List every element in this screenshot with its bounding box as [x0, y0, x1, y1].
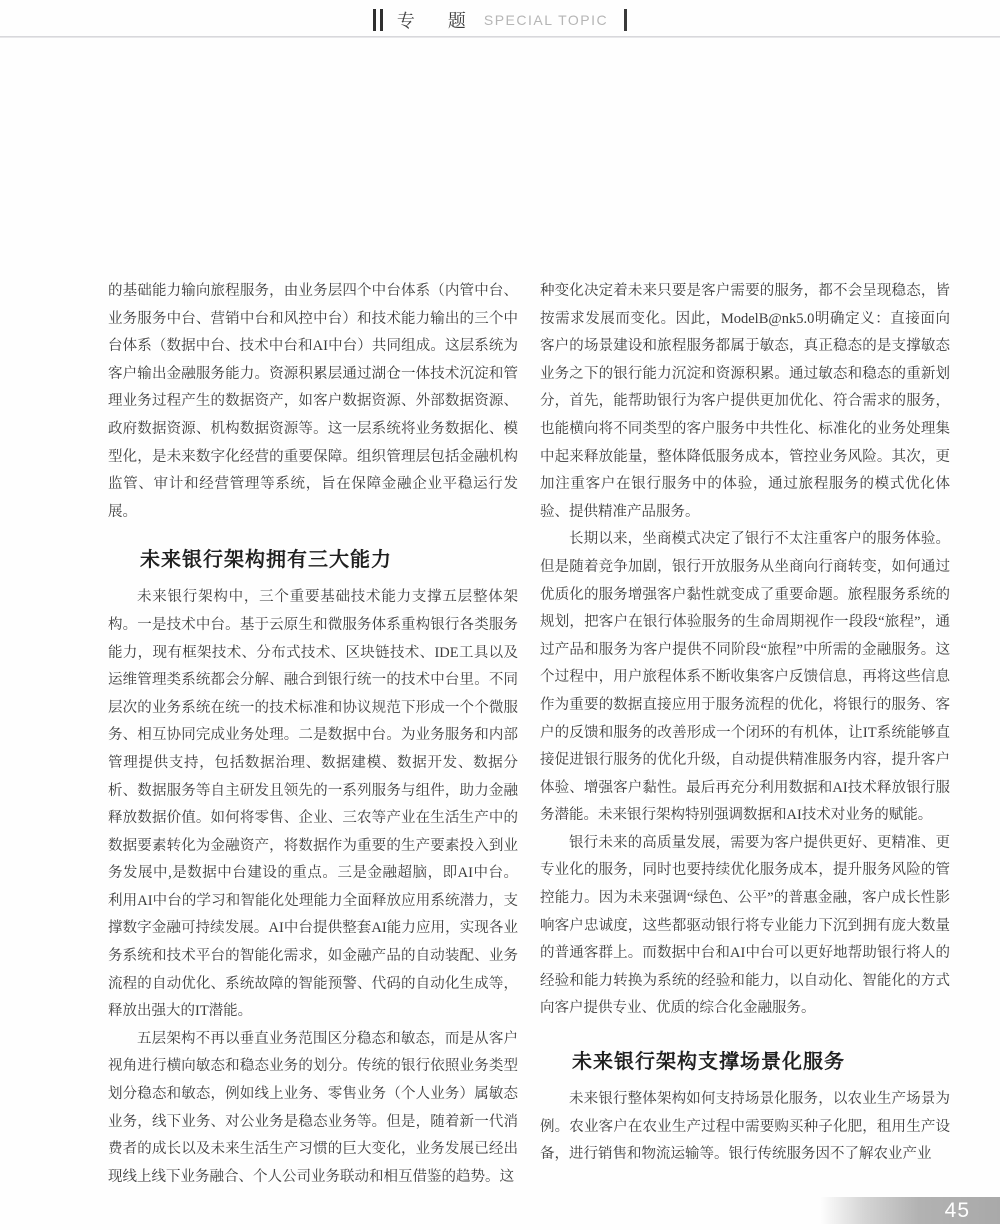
paragraph: 的基础能力输向旅程服务，由业务层四个中台体系（内管中台、业务服务中台、营销中台和风控中台）和技术能力输出的三个中台体系（数据中台、技术中台和AI中台）共同组成。这层系统为客户输出金融服务能力。资源积累层通过湖仓一体技术沉淀和管理业务过程产生的数据资产，如客户数据资源、外部数据资源、政府数据资源、机构数据资源等。这一层系统将业务数据化、模型化，是未来数字化经营的重要保障。组织管理层包括金融机构监管、审计和经营管理等系统，旨在保障金融企业平稳运行发展。 — [108, 283, 518, 520]
double-bar-icon — [373, 9, 383, 31]
page-number: 45 — [944, 1198, 970, 1222]
text-column-right — [540, 278, 950, 1169]
section-title-cn: 专 题 — [396, 11, 480, 31]
section-title-en: SPECIAL TOPIC — [483, 12, 609, 28]
paragraph: 种变化决定着未来只要是客户需要的服务，都不会呈现稳态，皆按需求发展而变化。因此，ModelB@nk5.0明确定义：直接面向客户的场景建设和旅程服务都属于敏态，真正稳态的是支撑敏态业务之下的银行能力沉淀和资源积累。通过敏态和稳态的重新划分，首先，能帮助银行为客户提供更加优化、符合需求的服务，也能横向将不同类型的客户服务中共性化、标准化的业务处理集中起来释放能量，整体降低服务成本，管控业务风险。其次，更加注重客户在银行服务中的体验，通过旅程服务的模式优化体验、提供精准产品服务。 — [540, 283, 950, 520]
text-column-left — [108, 278, 518, 1191]
page-number-bar — [820, 1197, 1000, 1224]
paragraph: 长期以来，坐商模式决定了银行不太注重客户的服务体验。但是随着竞争加剧，银行开放服务从坐商向行商转变，如何通过优质化的服务增强客户黏性就变成了重要命题。旅程服务系统的规划，把客户在银行体验服务的生命周期视作一段段“旅程”，通过产品和服务为客户提供不同阶段“旅程”中所需的金融服务。这个过程中，用户旅程体系不断收集客户反馈信息，再将这些信息作为重要的数据直接应用于服务流程的优化，将银行的服务、客户的反馈和服务的改善形成一个闭环的有机体，让IT系统能够直接促进银行服务的优化升级，自动提供精准服务内容，提升客户体验、增强客户黏性。最后再充分利用数据和AI技术释放银行服务潜能。未来银行架构特别强调数据和AI技术对业务的赋能。 — [540, 531, 950, 824]
paragraph: 未来银行整体架构如何支持场景化服务，以农业生产场景为例。农业客户在农业生产过程中需要购买种子化肥，租用生产设备，进行销售和物流运输等。银行传统服务因不了解农业产业 — [540, 1091, 950, 1163]
scan-edge-line — [0, 36, 1000, 38]
paragraph: 银行未来的高质量发展，需要为客户提供更好、更精准、更专业化的服务，同时也要持续优化服务成本，提升服务风险的管控能力。因为未来强调“绿色、公平”的普惠金融，客户成长性影响客户忠诚度，这些都驱动银行将专业能力下沉到拥有庞大数量的普通客群上。而数据中台和AI中台可以更好地帮助银行将人的经验和能力转换为系统的经验和能力，以自动化、智能化的方式向客户提供专业、优质的综合化金融服务。 — [540, 834, 950, 1017]
section-heading: 未来银行架构拥有三大能力 — [140, 549, 392, 572]
page-header — [0, 6, 1000, 34]
paragraph: 五层架构不再以垂直业务范围区分稳态和敏态，而是从客户视角进行横向敏态和稳态业务的划分。传统的银行依照业务类型划分稳态和敏态，例如线上业务、零售业务（个人业务）属敏态业务，线下业务、对公业务是稳态业务等。但是，随着新一代消费者的成长以及未来生活生产习惯的巨大变化，业务发展已经出现线上线下业务融合、个人公司业务联动和相互借鉴的趋势。这 — [108, 1030, 518, 1185]
paragraph: 未来银行架构中，三个重要基础技术能力支撑五层整体架构。一是技术中台。基于云原生和微服务体系重构银行各类服务能力，现有框架技术、分布式技术、区块链技术、IDE工具以及运维管理类系统都会分解、融合到银行统一的技术中台里。不同层次的业务系统在统一的技术标准和协议规范下形成一个个微服务、相互协同完成业务处理。二是数据中台。为业务服务和内部管理提供支持，包括数据治理、数据建模、数据开发、数据分析、数据服务等自主研发且领先的一系列服务与组件，助力金融释放数据价值。如何将零售、企业、三农等产业在生活生产中的数据要素转化为金融资产，将数据作为重要的生产要素投入到业务发展中,是数据中台建设的重点。三是金融超脑，即AI中台。利用AI中台的学习和智能化处理能力全面释放应用系统潜力，支撑数字金融可持续发展。AI中台提供整套AI能力应用，实现各业务系统和技术平台的智能化需求，如金融产品的自动装配、业务流程的自动优化、系统故障的智能预警、代码的自动化生成等，释放出强大的IT潜能。 — [108, 589, 518, 1020]
single-bar-icon — [624, 9, 627, 31]
section-heading: 未来银行架构支撑场景化服务 — [572, 1051, 845, 1074]
